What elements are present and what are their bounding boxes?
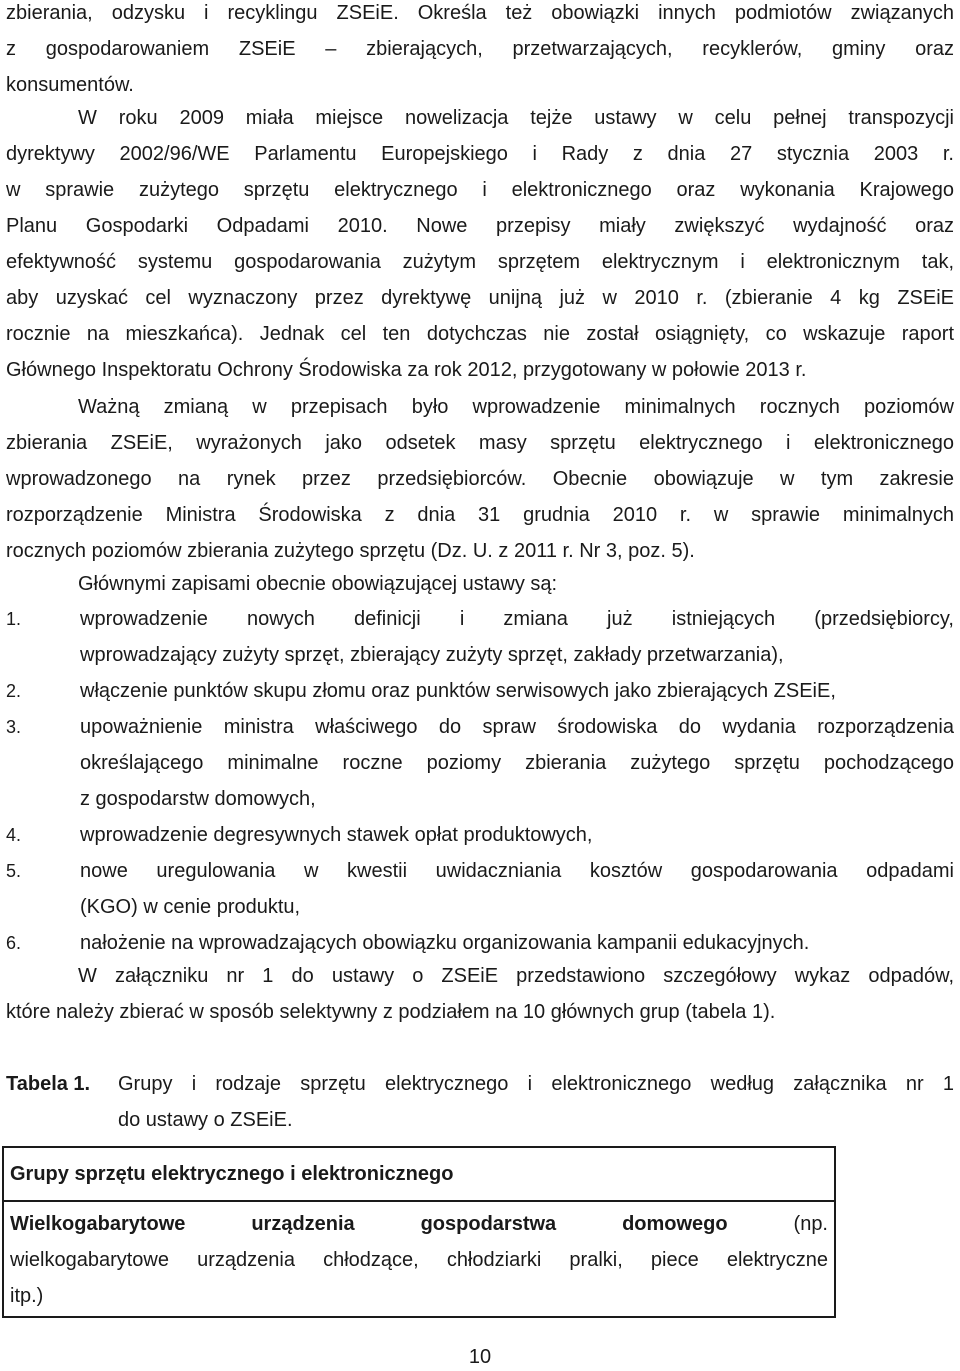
list-number: 4. xyxy=(6,825,22,845)
text-line: które należy zbierać w sposób selektywny z podziałem na 10 głównych grup (tabela 1). xyxy=(6,1001,776,1023)
table-cell xyxy=(3,1201,835,1317)
list-item xyxy=(6,601,954,673)
caption-text: Grupy i rodzaje sprzętu elektrycznego i elektronicznego według załącznika nr 1 xyxy=(118,1073,954,1095)
text-line: zbierania, odzysku i recyklingu ZSEiE. Określa też obowiązki innych podmiotów związanych xyxy=(6,2,954,24)
paragraph-nowelizacja xyxy=(6,100,954,388)
text-line: wprowadzenie nowych definicji i zmiana już istniejących (przedsiębiorcy, xyxy=(80,608,954,630)
group-note-start: (np. xyxy=(727,1213,828,1235)
text-line: wprowadzonego na rynek przez przedsiębiorców. Obecnie obowiązuje w tym zakresie xyxy=(6,468,954,490)
text-line: (KGO) w cenie produktu, xyxy=(80,896,301,918)
list-number: 6. xyxy=(6,933,22,953)
list-number: 2. xyxy=(6,681,22,701)
group-name: Wielkogabarytowe urządzenia gospodarstwa domowego xyxy=(10,1213,728,1235)
text-line: z gospodarowaniem ZSEiE – zbierających, przetwarzających, recyklerów, gminy oraz xyxy=(6,38,954,60)
text-line: itp.) xyxy=(10,1285,44,1307)
list-number: 3. xyxy=(6,717,22,737)
text-line: upoważnienie ministra właściwego do spraw środowiska do wydania rozporządzenia xyxy=(80,716,954,738)
caption-label: Tabela 1. xyxy=(6,1073,91,1095)
table-caption xyxy=(6,1066,954,1138)
numbered-list xyxy=(6,601,954,961)
text-line: rozporządzenie Ministra Środowiska z dnia 31 grudnia 2010 r. w sprawie minimalnych xyxy=(6,504,954,526)
list-number: 1. xyxy=(6,609,22,629)
text-line: z gospodarstw domowych, xyxy=(80,788,316,810)
text-line: nałożenie na wprowadzających obowiązku organizowania kampanii edukacyjnych. xyxy=(80,932,810,954)
text-line: W roku 2009 miała miejsce nowelizacja tejże ustawy w celu pełnej transpozycji xyxy=(78,107,954,129)
text-line: w sprawie zużytego sprzętu elektrycznego i elektronicznego oraz wykonania Krajowego xyxy=(6,179,954,201)
table-row xyxy=(3,1201,835,1317)
text-line: dyrektywy 2002/96/WE Parlamentu Europejskiego i Rady z dnia 27 stycznia 2003 r. xyxy=(6,143,954,165)
list-item xyxy=(6,853,954,925)
list-number: 5. xyxy=(6,861,22,881)
text-line: Głównymi zapisami obecnie obowiązującej ustawy są: xyxy=(78,573,558,595)
text-line: włączenie punktów skupu złomu oraz punktów serwisowych jako zbierających ZSEiE, xyxy=(80,680,836,702)
table-header-row xyxy=(3,1147,835,1201)
text-line: wprowadzenie degresywnych stawek opłat produktowych, xyxy=(80,824,593,846)
text-line: W załączniku nr 1 do ustawy o ZSEiE przedstawiono szczegółowy wykaz odpadów, xyxy=(78,965,954,987)
text-line xyxy=(10,1206,828,1242)
text-line: Ważną zmianą w przepisach było wprowadzenie minimalnych rocznych poziomów xyxy=(78,396,954,418)
text-line: określającego minimalne roczne poziomy zbierania zużytego sprzętu pochodzącego xyxy=(80,752,954,774)
text-line: nowe uregulowania w kwestii uwidaczniania kosztów gospodarowania odpadami xyxy=(80,860,954,882)
table-header-cell: Grupy sprzętu elektrycznego i elektronicznego xyxy=(3,1147,835,1201)
paragraph-zalacznik xyxy=(6,958,954,1030)
list-item xyxy=(6,673,954,709)
text-line: aby uzyskać cel wyznaczony przez dyrektywę unijną już w 2010 r. (zbieranie 4 kg ZSEiE xyxy=(6,287,954,309)
text-line: konsumentów. xyxy=(6,74,134,96)
equipment-groups-table xyxy=(2,1146,836,1318)
page-number: 10 xyxy=(468,1346,492,1368)
text-line: Głównego Inspektoratu Ochrony Środowiska za rok 2012, przygotowany w połowie 2013 r. xyxy=(6,359,807,381)
list-intro xyxy=(6,566,954,602)
text-line: rocznych poziomów zbierania zużytego sprzętu (Dz. U. z 2011 r. Nr 3, poz. 5). xyxy=(6,540,695,562)
text-line: rocznie na mieszkańca). Jednak cel ten dotychczas nie został osiągnięty, co wskazuje raport xyxy=(6,323,954,345)
list-item xyxy=(6,709,954,817)
text-line: efektywność systemu gospodarowania zużytym sprzętem elektrycznym i elektronicznym tak, xyxy=(6,251,954,273)
paragraph-zmiana xyxy=(6,389,954,569)
text-line: wprowadzający zużyty sprzęt, zbierający zużyty sprzęt, zakłady przetwarzania), xyxy=(80,644,784,666)
text-line: wielkogabarytowe urządzenia chłodzące, chłodziarki pralki, piece elektryczne xyxy=(10,1249,828,1271)
list-item xyxy=(6,925,954,961)
text-line: zbierania ZSEiE, wyrażonych jako odsetek masy sprzętu elektrycznego i elektronicznego xyxy=(6,432,954,454)
text-line: Planu Gospodarki Odpadami 2010. Nowe przepisy miały zwiększyć wydajność oraz xyxy=(6,215,954,237)
caption-text: do ustawy o ZSEiE. xyxy=(118,1109,293,1131)
paragraph-continuation xyxy=(6,0,954,103)
list-item xyxy=(6,817,954,853)
